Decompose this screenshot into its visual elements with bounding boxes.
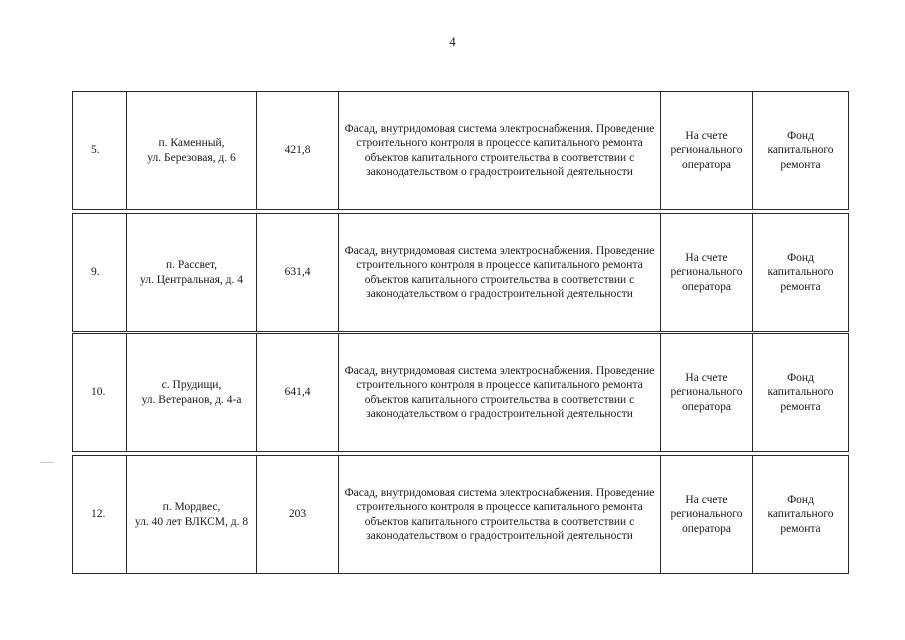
funding-source: Фонд капитального ремонта xyxy=(753,214,849,332)
area-cell: 641,4 xyxy=(257,334,339,452)
street-address: ул. Березовая, д. 6 xyxy=(147,151,236,164)
account-type: На счете регионального оператора xyxy=(661,214,753,332)
table-row xyxy=(72,91,849,210)
work-description: Фасад, внутридомовая система электроснабжения. Проведение строительного контроля в процессе капитального ремонта объектов капитального строительства в соответствии с законодательством о градостроительной деятельности xyxy=(339,92,661,210)
settlement-name: п. Каменный, xyxy=(158,137,225,149)
row-number: 9. xyxy=(73,214,127,332)
row-number: 12. xyxy=(73,456,127,574)
street-address: ул. Центральная, д. 4 xyxy=(139,273,244,286)
street-address: ул. Ветеранов, д. 4-а xyxy=(141,393,242,406)
account-type: На счете регионального оператора xyxy=(661,456,753,574)
address-cell xyxy=(127,92,257,210)
account-type: На счете регионального оператора xyxy=(661,334,753,452)
settlement-name: п. Мордвес, xyxy=(162,501,221,513)
margin-mark xyxy=(40,462,54,463)
work-description: Фасад, внутридомовая система электроснабжения. Проведение строительного контроля в процессе капитального ремонта объектов капитального строительства в соответствии с законодательством о градостроительной деятельности xyxy=(339,334,661,452)
row-number: 10. xyxy=(73,334,127,452)
work-description: Фасад, внутридомовая система электроснабжения. Проведение строительного контроля в процессе капитального ремонта объектов капитального строительства в соответствии с законодательством о градостроительной деятельности xyxy=(339,214,661,332)
settlement-name: п. Рассвет, xyxy=(165,259,218,271)
funding-source: Фонд капитального ремонта xyxy=(753,92,849,210)
page-number: 4 xyxy=(449,34,456,49)
work-description: Фасад, внутридомовая система электроснабжения. Проведение строительного контроля в процессе капитального ремонта объектов капитального строительства в соответствии с законодательством о градостроительной деятельности xyxy=(339,456,661,574)
area-cell: 421,8 xyxy=(257,92,339,210)
table-row xyxy=(72,455,849,574)
row-number: 5. xyxy=(73,92,127,210)
address-cell xyxy=(127,334,257,452)
street-address: ул. 40 лет ВЛКСМ, д. 8 xyxy=(134,515,249,528)
table-row xyxy=(72,333,849,452)
area-cell: 203 xyxy=(257,456,339,574)
account-type: На счете регионального оператора xyxy=(661,92,753,210)
table-row xyxy=(72,213,849,332)
funding-source: Фонд капитального ремонта xyxy=(753,334,849,452)
funding-source: Фонд капитального ремонта xyxy=(753,456,849,574)
settlement-name: с. Прудищи, xyxy=(161,379,222,391)
area-cell: 631,4 xyxy=(257,214,339,332)
address-cell xyxy=(127,214,257,332)
address-cell xyxy=(127,456,257,574)
